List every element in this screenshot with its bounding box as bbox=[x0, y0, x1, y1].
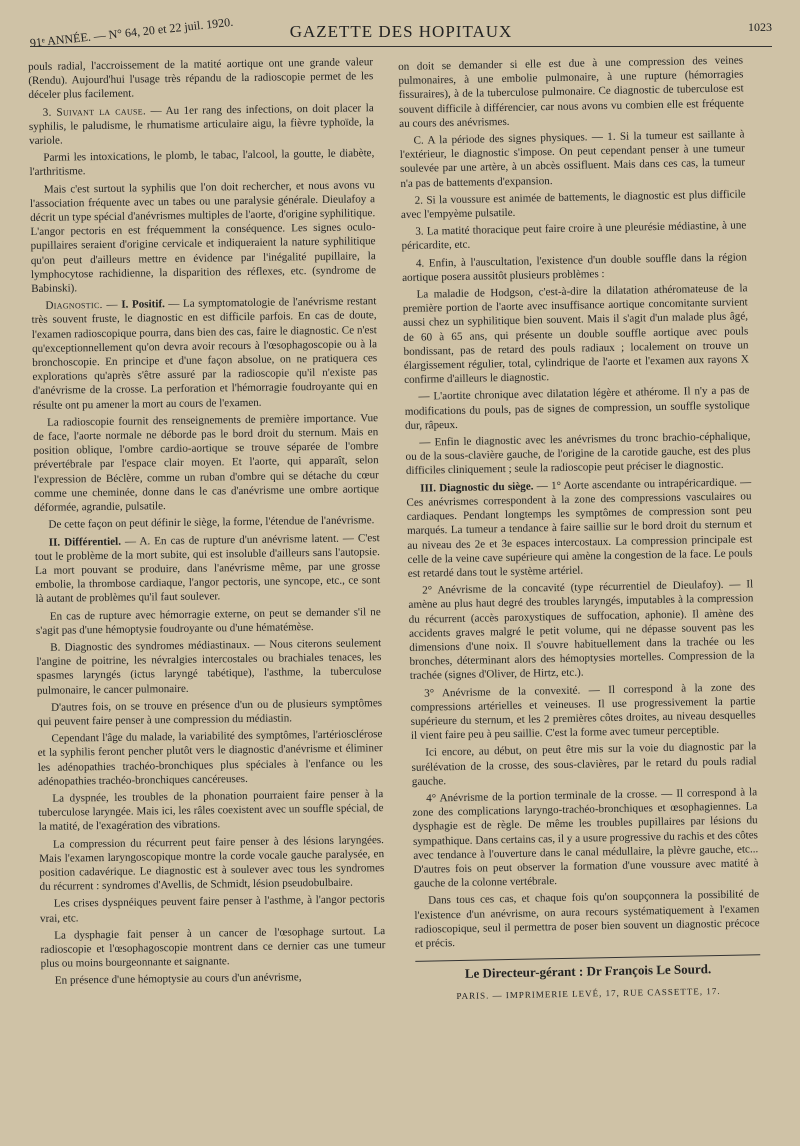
paragraph: 3° Anévrisme de la convexité. — Il correspond à la zone des compressions artérielles et veineuses. Il use progressivement la partie supérieure du sternum, et les 2 premières côtes droites, au niveau desquelles il vient faire peu à peu saillie. C'est la forme avec tumeur perceptible. bbox=[410, 680, 756, 743]
paragraph: B. Diagnostic des syndromes médiastinaux. — Nous citerons seulement l'angine de poitrine, les névralgies intercostales ou brachiales tenaces, les spasmes laryngés (ictus laryngé tabétique), l'asthme, la tuberculose pulmonaire, le cancer pulmonaire. bbox=[36, 637, 382, 697]
paragraph-text: — 1° Aorte ascendante ou intrapéricardique. — Ces anévrismes correspondent à la zone des compressions vasculaires ou cardiaques. Pendant longtemps les symptômes de compression sont peu marqués. La tumeur a tendance à faire saillie sur le bord droit du sternum et au niveau des 2e et 3e espaces intercostaux. La compression principale est celle de la veine cave supérieure qui amène la congestion de la face. Le pouls est retardé dans tout le système artériel. bbox=[406, 475, 753, 580]
paragraph: En présence d'une hémoptysie au cours d'un anévrisme, bbox=[54, 971, 302, 988]
paragraph-text: — A. En cas de rupture d'un anévrisme latent. — C'est tout le problème de la mort subite, qui est insoluble d'ailleurs sans l'autopsie. La mort pouvant se produire, dans l'anévrisme même, par une grosse embolie, la thrombose cardiaque, l'angor pectoris, une syncope, etc., ce sont là autant de problèmes qu'il faut soulever. bbox=[34, 531, 381, 606]
paragraph bbox=[29, 101, 375, 148]
section-heading: III. Diagnostic du siège. bbox=[420, 480, 534, 495]
paragraph: Ici encore, au début, on peut être mis sur la voie du diagnostic par la surélévation de la crosse, des sous-clavières, par le retard du pouls radial gauche. bbox=[411, 740, 757, 788]
run-in-heading: 3. Suivant la cause. bbox=[42, 104, 147, 119]
paragraph: La radioscopie fournit des renseignements de première importance. Vue de face, l'aorte normale ne déborde pas le bord droit du sternum. Mais en position oblique, l'ombre cardio-aortique se trouve séparée de l'ombre prévertébrale par l'espace clair moyen. Et l'aorte, qui apparaît, selon l'expression de Béclère, comme un ruban d'ombre qui se détache du cœur comme une cheminée, donne dans le cas d'anévrisme une ombre aortique déformée, agrandie, pulsatile. bbox=[33, 412, 380, 515]
paragraph bbox=[31, 294, 378, 412]
paragraph: Dans tous ces cas, et chaque fois qu'on soupçonnera la possibilité de l'existence d'un anévrisme, on aura recours systématiquement à l'examen radioscopique, seul il permettra de poser bien souvent un diagnostic précoce et précis. bbox=[414, 888, 760, 950]
paragraph: 4. Enfin, à l'auscultation, l'existence d'un double souffle dans la région aortique posera aussitôt plusieurs problèmes : bbox=[402, 250, 747, 284]
paragraph: La compression du récurrent peut faire penser à des lésions laryngées. Mais l'examen laryngoscopique montre la corde vocale gauche paralysée, en position cadavérique. Le diagnostic est à soulever avec tous les syndromes du récurrent : syndromes d'Avellis, de Schmidt, lésion pseudobulbaire. bbox=[39, 833, 385, 894]
signature-line: Le Directeur-gérant : Dr François Le Sourd. bbox=[415, 954, 760, 982]
paragraph bbox=[35, 531, 381, 607]
section-label: Diagnostic. — bbox=[45, 299, 118, 313]
paragraph: Cependant l'âge du malade, la variabilité des symptômes, l'artériosclérose et la syphilis feront pencher plutôt vers le diagnostic d'anévrisme et éliminer les adénopathies trachéo-bronchiques plus spéciales à l'enfance ou les adénopathies trachéo-bronchiques cancéreuses. bbox=[37, 728, 383, 788]
journal-title: GAZETTE DES HOPITAUX bbox=[289, 22, 513, 41]
paragraph: Les crises dyspnéiques peuvent faire penser à l'asthme, à l'angor pectoris vrai, etc. bbox=[39, 893, 385, 925]
paragraph: 2° Anévrisme de la concavité (type récurrentiel de Dieulafoy). — Il amène au plus haut degré des troubles laryngés, imputables à la compression du récurrent (accès paroxystiques de suffocation, aphonie). Il amène des accidents graves malgré le petit volume, qui ne dépasse souvent pas les dimensions d'une noix. Il s'ouvre habituellement dans la trachée ou les bronches, déterminant alors des hémoptysies mortelles. Compression de la trachée (signes d'Oliver, de Hirtz, etc.). bbox=[408, 578, 755, 683]
paragraph: 4° Anévrisme de la portion terminale de la crosse. — Il correspond à la zone des complications laryngo-trachéo-bronchiques et œsophagiennes. La dysphagie est de règle. De même les troubles pupillaires par lésions du sympathique. Dans certains cas, il y a usure progressive du rachis et des côtes avec tendance à l'ouverture dans le canal médullaire, la plèvre gauche, etc... D'autres fois on peut observer la formation d'une voussure avec matité à gauche de la colonne vertébrale. bbox=[412, 786, 759, 891]
paragraph-text: — La symptomatologie de l'anévrisme restant très souvent fruste, le diagnostic en est difficile parfois. En cas de doute, l'examen radioscopique pourra, dans bien des cas, faire le diagnostic. Ce n'est qu'exceptionnellement qu'on devra avoir recours à l'œsophagoscopie ou à la bronchoscopie. En principe et d'une façon absolue, on ne pratiquera ces explorations qu'après s'être assuré par la radioscopie qu'il n'existe pas d'anévrisme de la crosse. La perforation et l'hémorragie foudroyante qui en résulte ont pu amener la mort au cours de l'examen. bbox=[31, 295, 378, 412]
paragraph: La dysphagie fait penser à un cancer de l'œsophage surtout. La radioscopie et l'œsophagoscopie montrent dans ce dernier cas une tumeur plus ou moins bourgeonnante et saignante. bbox=[40, 924, 386, 971]
page-number: 1023 bbox=[748, 20, 772, 34]
paragraph: En cas de rupture avec hémorragie externe, on peut se demander s'il ne s'agit pas d'une hémoptysie foudroyante ou d'une hématémèse. bbox=[35, 605, 381, 637]
paragraph: pouls radial, l'accroissement de la matité aortique ont une grande valeur (Rendu). Aujourd'hui l'usage très répandu de la radioscopie permet de les déceler plus facilement. bbox=[28, 56, 374, 102]
paragraph: on doit se demander si elle est due à une compression des veines pulmonaires, à une embolie pulmonaire, à une rupture (hémorragies fissuraires), à de la tuberculose pulmonaire. Ce diagnostic de tuberculose est souvent difficile à différencier, car nous avons vu combien elle est fréquente au cours des anévrismes. bbox=[398, 54, 745, 130]
paragraph: Mais c'est surtout la syphilis que l'on doit rechercher, et nous avons vu l'association fréquente avec un tabes ou une paralysie générale. Dieulafoy a décrit un type spécial d'anévrismes multiples de l'aorte, d'origine syphilitique. L'angor pectoris en est fréquemment la conséquence. Les signes oculo-pupillaires seraient d'origine cervicale et indiqueraient la nature syphilitique qu'on peut d'ailleurs mettre en évidence par l'inégalité pupillaire, la lymphocytose rachidienne, la disparition des réflexes, etc. (syndrome de Babinski). bbox=[29, 178, 377, 296]
paragraph: D'autres fois, on se trouve en présence d'un ou de plusieurs symptômes qui peuvent faire penser à une compression du médiastin. bbox=[37, 696, 383, 728]
issue-info: 91ᵉ ANNÉE. — N° 64, 20 et 22 juil. 1920. bbox=[29, 14, 234, 50]
paragraph-text: — Au 1er rang des infections, on doit placer la syphilis, le paludisme, le rhumatisme articulaire aigu, la fièvre typhoïde, la variole. bbox=[28, 101, 374, 148]
paragraph: La dyspnée, les troubles de la phonation pourraient faire penser à la tuberculose laryngée. Mais ici, les râles coexistent avec un souffle spécial, de la matité, de l'exagération des vibrations. bbox=[38, 788, 384, 834]
paragraph: — L'aortite chronique avec dilatation légère et athérome. Il n'y a pas de modifications du pouls, pas de signes de compression, un souffle systolique dur, râpeux. bbox=[404, 384, 750, 432]
header-rule bbox=[30, 46, 772, 47]
paragraph: C. A la période des signes physiques. — 1. Si la tumeur est saillante à l'extérieur, le diagnostic s'impose. On peut cependant penser à une tumeur soulevée par une artère, à un abcès ossifluent. Mais dans ces cas, la tumeur n'a pas de battements d'expansion. bbox=[399, 128, 746, 190]
paragraph: Parmi les intoxications, le plomb, le tabac, l'alcool, la goutte, le diabète, l'arthritisme. bbox=[29, 147, 375, 179]
paragraph: La maladie de Hodgson, c'est-à-dire la dilatation athéromateuse de la première portion de l'aorte avec insuffisance aortique concomitante survient aussi chez un syphilitique bien souvent. Mais il s'agit d'un malade plus âgé, de 60 à 65 ans, qui présente un double souffle aortique avec pouls bondissant, pas de retard des pouls radiaux ; localement on trouve un élargissement régulier, total, cylindrique de l'aorte et l'examen aux rayons X confirme d'ailleurs le diagnostic. bbox=[402, 282, 749, 387]
left-column bbox=[28, 55, 386, 991]
printer-imprint: PARIS. — IMPRIMERIE LEVÉ, 17, RUE CASSETTE, 17. bbox=[456, 986, 721, 1002]
paragraph: De cette façon on peut définir le siège, la forme, l'étendue de l'anévrisme. bbox=[48, 514, 375, 532]
section-heading: II. Différentiel. bbox=[48, 535, 122, 549]
paragraph: 2. Si la voussure est animée de battements, le diagnostic est plus difficile avec l'empyème pulsatile. bbox=[400, 188, 746, 222]
section-heading: I. Positif. bbox=[121, 298, 165, 311]
paragraph bbox=[406, 475, 753, 581]
paragraph: — Enfin le diagnostic avec les anévrismes du tronc brachio-céphalique, ou de la sous-clavière gauche, de l'origine de la carotide gauche, est des plus difficiles cliniquement ; seule la radioscopie peut préciser le diagnostic. bbox=[405, 430, 751, 478]
paragraph: 3. La matité thoracique peut faire croire à une pleurésie médiastine, à une péricardite, etc. bbox=[401, 219, 747, 253]
right-column bbox=[398, 53, 761, 1004]
